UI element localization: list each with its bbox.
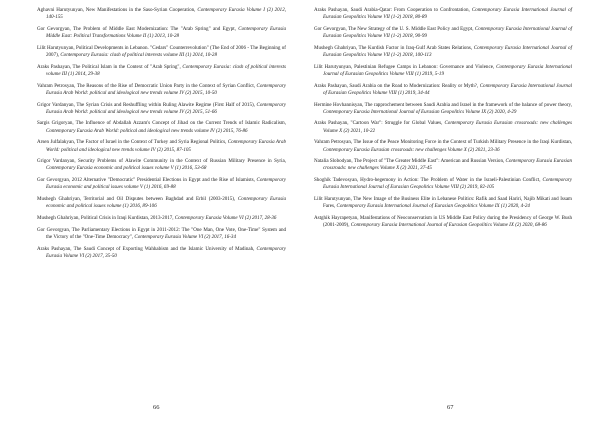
bibliography-entry (37, 26, 286, 40)
entry-source: Contemporary Eurasia economic and political issues volume V (1) 2016, 53-68 (46, 165, 207, 172)
bibliography-entry (37, 227, 286, 241)
bibliography-entry (37, 64, 286, 78)
entry-author-title: Mushegh Ghahriyan, Political Crisis in Iraqi Kurdistan, 2013-2017, (37, 214, 175, 221)
bibliography-entry (37, 102, 286, 116)
entry-source: Contemporary Eurasia economic and political issues volume (1) 2016, 89-106 (46, 196, 287, 210)
entry-source: Contemporary Eurasia Volume VI (2) 2017, 16-34 (134, 233, 236, 240)
bibliography-entry (37, 139, 286, 153)
entry-author-title: Araks Pashayan, Saudi Arabia on the Road to Modernization: Reality or Myth?, (314, 82, 480, 89)
entry-author-title: Lilit Harutyunyan, The New Image of the Business Elite in Lebanese Politics: Rafik and Saad Hariri, Najib Mikati and Issam Fares, (314, 196, 572, 210)
entry-source: Contemporary Eurasia International Journal of Eurasian Geopolitics Volume IX (1) 2020, 4-24 (336, 203, 530, 210)
bibliography-entry (314, 7, 572, 21)
entry-source: Contemporary Eurasia International Journal of Eurasian Geopolitics Volume VIII (1) 2019, 34-44 (323, 82, 573, 96)
entry-source: Contemporary Eurasia International Journal of Eurasian Geopolitics Volume VIII (2) 2019, 82-105 (323, 177, 572, 191)
bibliography-entry (37, 120, 286, 134)
bibliography-entry (37, 45, 286, 59)
entry-author-title: Mushegh Ghahriyan, The Kurdish Factor in Iraq-Gulf Arab States Relations, (314, 44, 474, 51)
entry-source: Contemporary Eurasia economic and political issues volume V (1) 2016, 69-88 (46, 177, 286, 191)
entry-author-title: Astghik Hayrapetyan, Manifestations of Neoconservatism in US Middle East Policy during the Presidency of George W. Bush (2001-2009), (314, 214, 572, 229)
bibliography-entry (314, 177, 572, 191)
entry-source: Contemporary Eurasia: clash of political interests volume III (1) 2014, 29-38 (46, 63, 286, 77)
entry-author-title: Lilit Harutyunyan, Palestinian Refugee Camps in Lebanon: Governance and Violence, (314, 63, 497, 70)
bibliography-entry (314, 139, 572, 153)
bibliography-entry (314, 215, 572, 229)
entry-source: Contemporary Eurasia Volume VI (2) 2017, 28-36 (174, 214, 277, 221)
bibliography-entry (37, 215, 286, 222)
entry-author-title: Gor Gevorgyan, The Problem of Middle East Modernization: The "Arab Spring" and Egypt, (37, 25, 239, 32)
entry-source: Contemporary Eurasia International Journal of Eurasian Geopolitics Volume VII (1-2) 2018, 80-89 (323, 7, 572, 21)
bibliography-entry (314, 120, 572, 134)
bibliography-entry (314, 158, 572, 172)
bibliography-entry (314, 45, 572, 59)
page-number: 67 (447, 404, 454, 411)
bibliography-entry (37, 177, 286, 191)
entry-source: Contemporary Eurasia International Journal of Eurasian Geopolitics Volume IX (2) 2020, 68-86 (350, 222, 547, 229)
entry-source: Contemporary Eurasia Arab World: political and ideological new trends volume IV (2) 2015, 87-105 (46, 139, 286, 153)
entry-author-title: Araks Pashayan, The Political Islam in the Context of "Arab Spring", (37, 63, 183, 70)
bibliography-entry (37, 158, 286, 172)
bibliography-entry (37, 196, 286, 210)
entry-author-title: Arsen Julfalakyan, The Factor of Israel in the Context of Turkey and Syria Regional Politics, (37, 139, 228, 146)
entry-source: Contemporary Eurasia Eurasian crossroads: new challenges Volume X (2) 2021, 23-36 (323, 146, 500, 153)
entry-source: Contemporary Eurasia Arab World: political and ideological new trends volume IV (2) 2015, 76-86 (46, 127, 248, 134)
entry-source: Contemporary Eurasia Volume I (2) 2012, 140-155 (46, 7, 286, 21)
entry-author-title: Grigor Vardanyan, The Syrian Crisis and Reshuffling within Ruling Alawite Regime (First Half of 2015), (37, 101, 257, 108)
entry-author-title: Shoghik Tadevosyan, Hydro-hegemony in Action: The Problem of Water in the Israeli-Palestinian Conflict, (314, 177, 543, 184)
entry-source: Contemporary Eurasia Arab World: political and ideological new trends volume IV (2) 2015, 51-66 (46, 101, 286, 115)
entry-source: Contemporary Eurasia International Journal of Eurasian Geopolitics Volume VII (1-2) 2018, 90-99 (323, 25, 573, 40)
entry-author-title: Gor Gevorgyan, The Parliamentary Elections in Egypt in 2011-2012: The "One Man, One Vote, One-Time" System and the Victory of the "One-Time Democracy", (37, 226, 286, 240)
entry-author-title: Araks Pashayan, Saudi Arabia-Qatar: From Cooperation to Confrontation, (314, 7, 472, 13)
entry-author-title: Aghavni Harutyunyan, New Manifestations in the Saso-Syrian Cooperation, (37, 7, 198, 13)
entry-author-title: Sargis Grigoryan, The Influence of Abdallah Azzam's Concept of Jihad on the Current Trends of Islamic Radicalism, (37, 120, 286, 127)
entry-source: Contemporary Eurasia International Journal of Eurasian Geopolitics Volume VII (1-2) 2018, 100-113 (323, 44, 572, 58)
entry-author-title: Araks Pashayan, "Cartoon War": Struggle for Global Values, (314, 120, 445, 127)
entry-author-title: Vahram Petrosyan, The Reasons of the Rise of Democratic Union Party in the Context of Syrian Conflict, (37, 82, 257, 89)
entry-author-title: Gor Gevorgyan, The New Strategy of the U. S. Middle East Policy and Egypt, (314, 25, 475, 32)
entry-author-title: Grigor Vardanyan, Security Problems of Alawite Community in the Context of Russian Military Presence in Syria, (37, 158, 286, 165)
bibliography-entry (314, 64, 572, 78)
entry-source: Contemporary Eurasia International Journal of Eurasian Geopolitics Volume VIII (1) 2019, 5-19 (323, 63, 572, 77)
bibliography-entry (314, 83, 572, 97)
bibliography-entry (37, 7, 286, 21)
bibliography-entry (37, 246, 286, 260)
entry-source: Contemporary Eurasia International Journal of Eurasian Geopolitics Volume IX (2) 2020, 4-29 (323, 108, 517, 115)
left-entry-list (37, 7, 286, 260)
bibliography-entry (314, 196, 572, 210)
entry-author-title: Hermine Hovhannisyan, The rapprochement between Saudi Arabia and Israel in the framework of the balance of power theory, (314, 101, 572, 108)
entry-source: Contemporary Eurasia Middle East: Political Transformations Volume II (1) 2013, 10-28 (46, 25, 286, 40)
entry-author-title: Lilit Harutyunyan, Political Developments in Lebanon. "Cedars" Counterrevolution" (The End of 2006 - The Beginning of 2007), (37, 44, 286, 58)
entry-source: Contemporary Eurasia: clash of political interests volume III (1) 2014, 10-28 (60, 51, 217, 58)
bibliography-entry (37, 83, 286, 97)
entry-author-title: Natalia Slobodyan, The Project of "The Greater Middle East": American and Russian Version, (314, 158, 506, 165)
entry-source: Contemporary Eurasia Arab World: political and ideological new trends volume IV (2) 2015, 10-50 (46, 82, 286, 96)
bibliography-entry (314, 26, 572, 40)
entry-source: Contemporary Eurasia Eurasian crossroads: new challenges Volume X (2) 2021, 37-45 (323, 158, 572, 172)
bibliography-entry (314, 102, 572, 116)
entry-author-title: Mushegh Ghahriyan, Territorial and Oil Disputes between Baghdad and Erbil (2003-2015), (37, 196, 238, 203)
right-page (300, 0, 600, 423)
page-number: 66 (153, 404, 160, 411)
entry-author-title: Gor Gevorgyan, 2012 Alternative "Democratic" Presidential Elections in Egypt and the Rise of Islamists, (37, 177, 257, 184)
entry-source: Contemporary Eurasia Volume VI (2) 2017, 35-50 (46, 245, 286, 259)
entry-author-title: Araks Pashayan, The Saudi Concept of Exporting Wahhabism and the Islamic University of Madinah, (37, 245, 257, 252)
entry-source: Contemporary Eurasia Eurasian crossroads: new challenges Volume X (2) 2021, 10-22 (323, 120, 572, 134)
right-entry-list (314, 7, 572, 229)
entry-author-title: Vahram Petrosyan, The Issue of the Peace Monitoring Force in the Context of Turkish Military Presence in the Iraqi Kurdistan, (314, 139, 572, 146)
